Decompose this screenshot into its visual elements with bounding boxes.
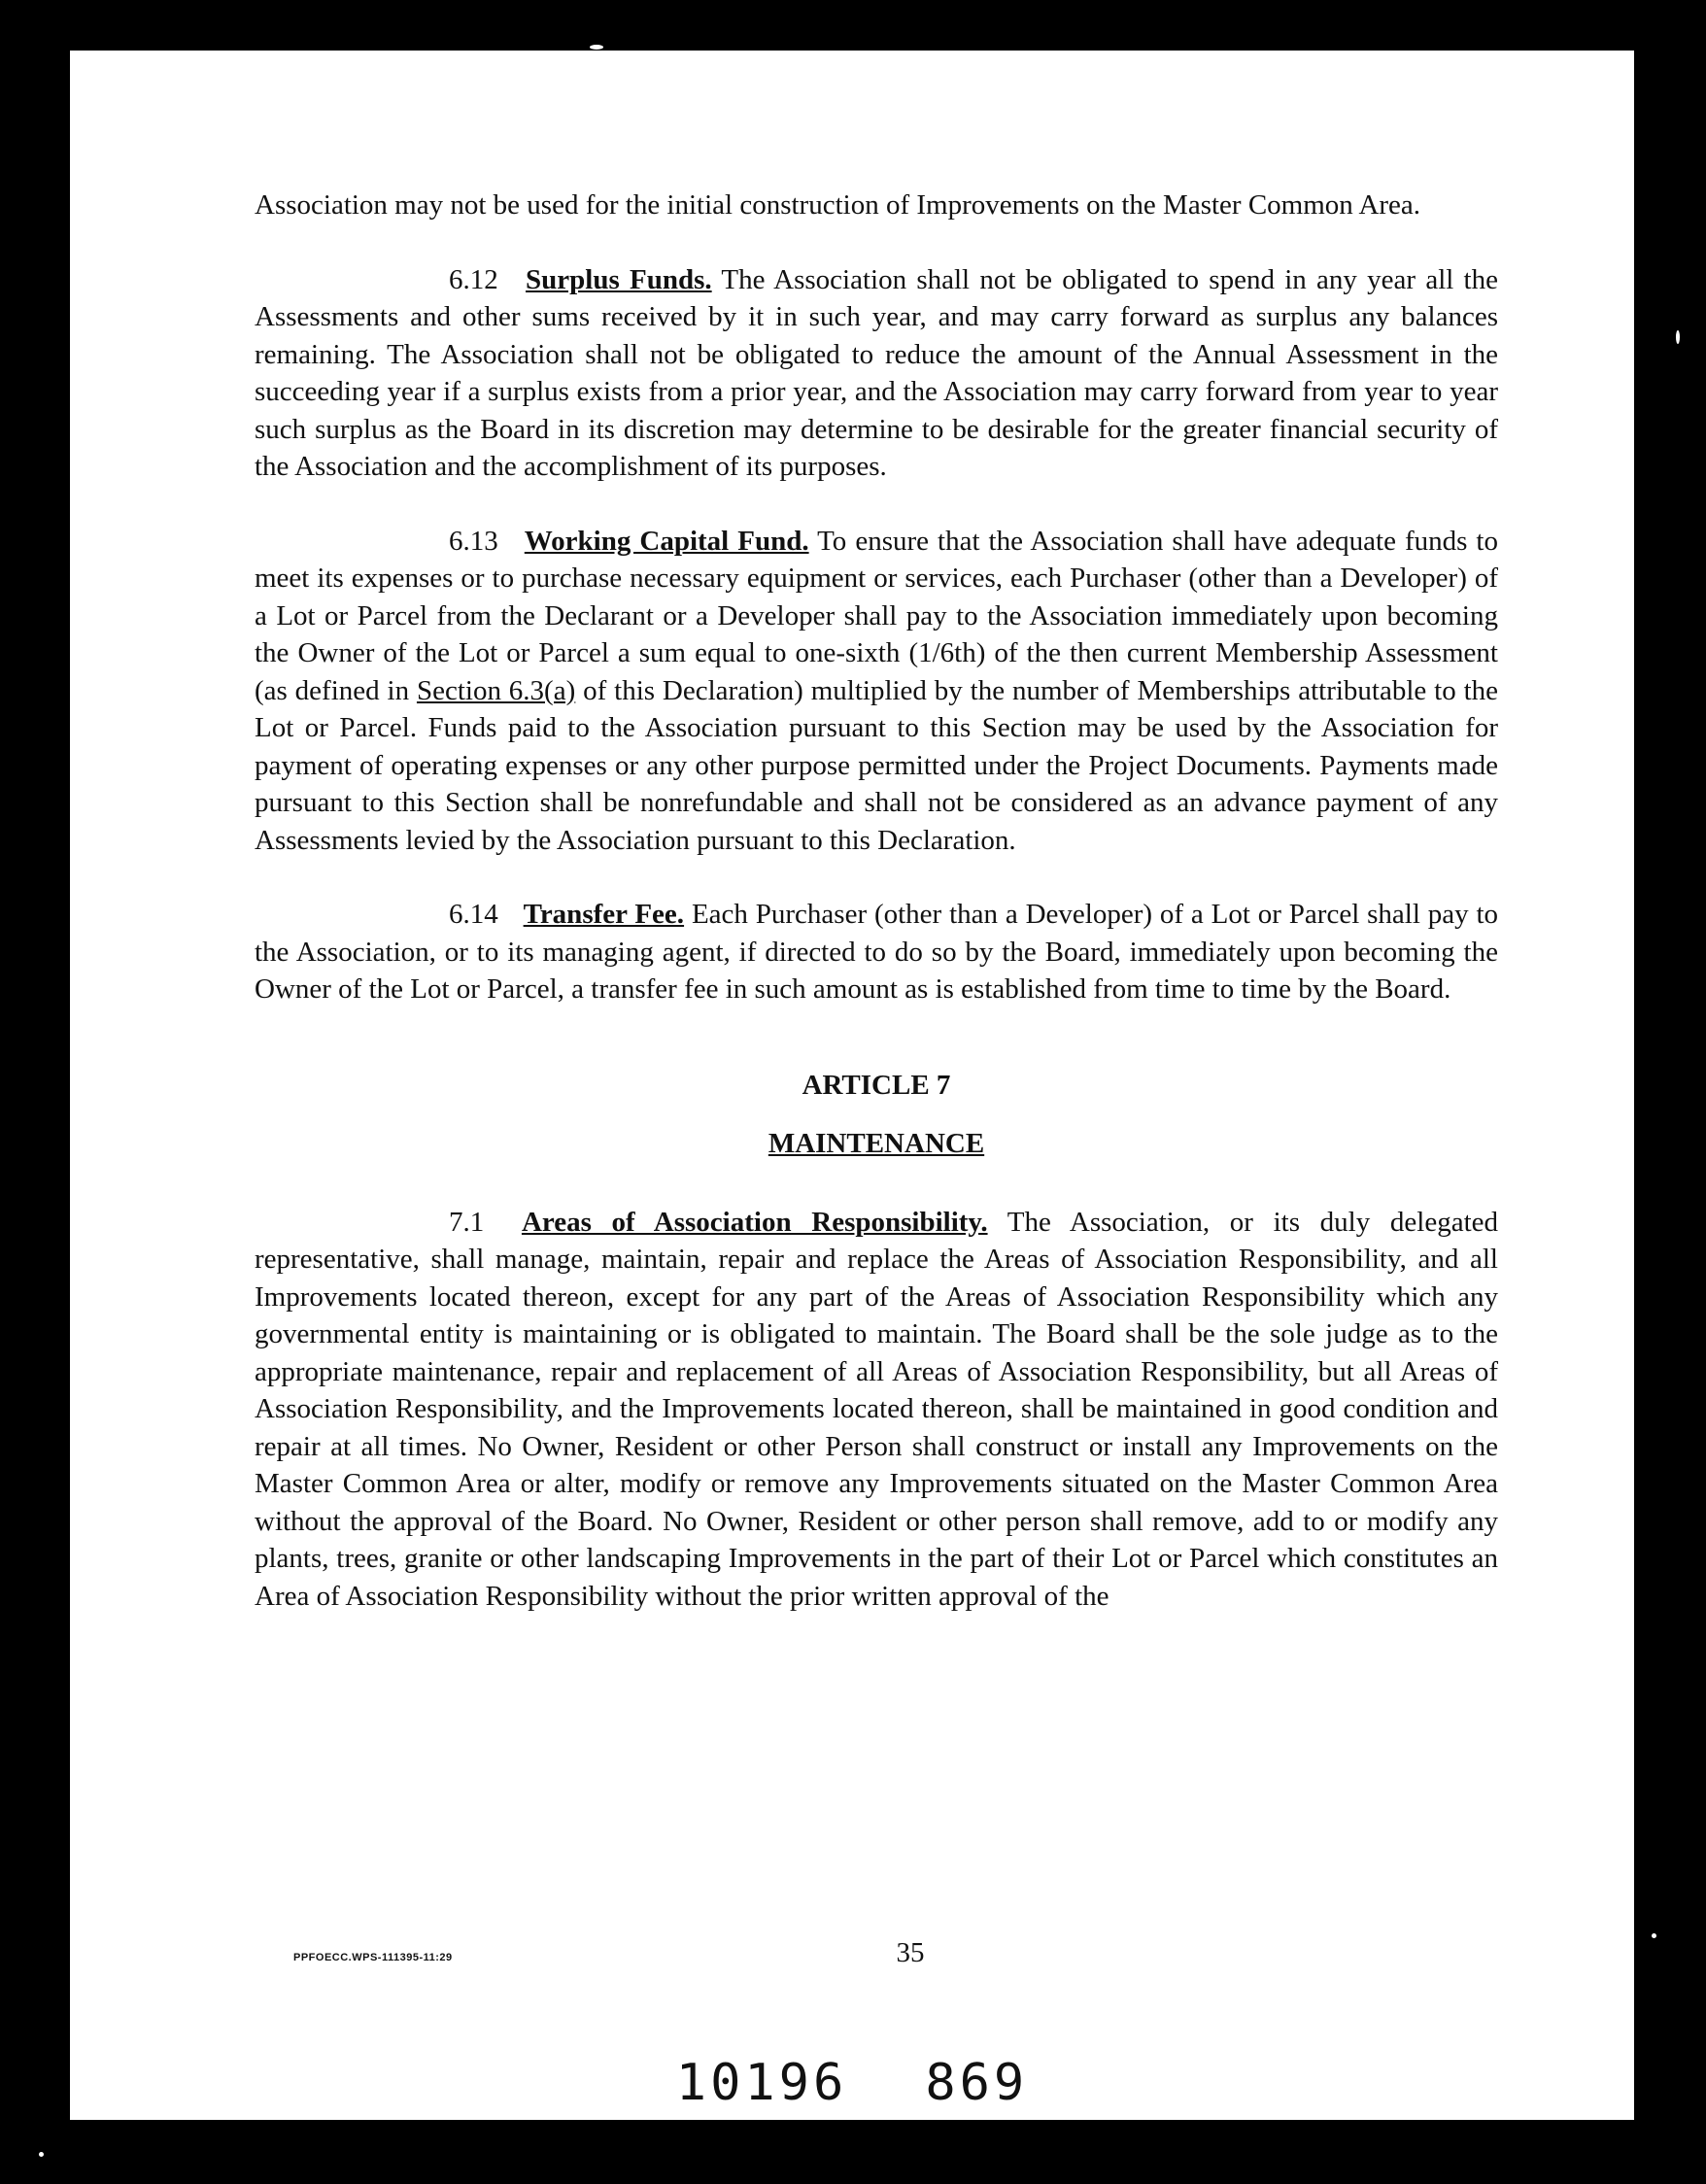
section-6-14 bbox=[255, 896, 1498, 1008]
section-7-1 bbox=[255, 1204, 1498, 1616]
section-title: Transfer Fee. bbox=[523, 899, 685, 930]
section-number: 7.1 bbox=[449, 1206, 485, 1238]
article-heading: ARTICLE 7 bbox=[802, 1069, 951, 1101]
document-body bbox=[255, 187, 1498, 1652]
section-6-12 bbox=[255, 261, 1498, 486]
footer-file-code: PPFOECC.WPS-111395-11:29 bbox=[293, 1952, 453, 1963]
section-number: 6.13 bbox=[449, 525, 498, 557]
continuation-paragraph: Association may not be used for the initial construction of Improvements on the Master Common Area. bbox=[255, 189, 1421, 221]
stamp-page-number: 869 bbox=[925, 2054, 1029, 2112]
scan-speck bbox=[1652, 1933, 1656, 1938]
section-text: To ensure that the Association shall have adequate funds to meet its expenses or to purchase necessary equipment or services, each Purchaser (other than a Developer) of a Lot or Parcel from the Declarant or a Developer shall pay to the Association immediately upon becoming the Owner of the Lot or Parcel a sum equal to one-sixth (1/6th) of the then current Membership Assessment (as defined in bbox=[255, 525, 1498, 706]
section-text: The Association shall not be obligated to spend in any year all the Assessments and other sums received by it in such year, and may carry forward as surplus any balances remaining. The Association shall not be obligated to reduce the amount of the Annual Assessment in the succeeding year if a surplus exists from a prior year, and the Association may carry forward from year to year such surplus as the Board in its discretion may determine to be desirable for the greater financial security of the Association and the accomplishment of its purposes. bbox=[255, 263, 1498, 482]
section-number: 6.14 bbox=[449, 899, 498, 930]
section-text: The Association, or its duly delegated representative, shall manage, maintain, repair and replace the Areas of Association Responsibility, and all Improvements located thereon, except for any part of the Areas of Association Responsibility which any governmental entity is maintaining or is obligated to maintain. The Board shall be the sole judge as to the appropriate maintenance, repair and replacement of all Areas of Association Responsibility, but all Areas of Association Responsibility, and the Improvements located thereon, shall be maintained in good condition and repair at all times. No Owner, Resident or other Person shall construct or install any Improvements on the Master Common Area or alter, modify or remove any Improvements situated on the Master Common Area without the approval of the Board. No Owner, Resident or other person shall remove, add to or modify any plants, trees, granite or other landscaping Improvements in the part of their Lot or Parcel which constitutes an Area of Association Responsibility without the prior written approval of the bbox=[255, 1206, 1498, 1612]
section-reference: Section 6.3(a) bbox=[416, 674, 576, 706]
section-text: Each Purchaser (other than a Developer) of a Lot or Parcel shall pay to the Association, or to its managing agent, if directed to do so by the Board, immediately upon becoming the Owner of the Lot or Parcel, a transfer fee in such amount as is established from time to time by the Board. bbox=[255, 899, 1499, 1005]
stamp-book-number: 10196 bbox=[675, 2054, 848, 2112]
article-title: MAINTENANCE bbox=[768, 1128, 985, 1159]
section-text: of this Declaration) multiplied by the number of Memberships attributable to the Lot or Parcel. Funds paid to the Association pursuant to this Section may be used by the Association for payment of operating expenses or any other purpose permitted under the Project Documents. Payments made pursuant to this Section shall be nonrefundable and shall not be considered as an advance payment of any Assessments levied by the Association pursuant to this Declaration. bbox=[255, 674, 1498, 856]
section-6-13 bbox=[255, 523, 1498, 860]
scan-speck bbox=[590, 45, 603, 50]
section-title: Surplus Funds. bbox=[526, 263, 712, 295]
section-title: Areas of Association Responsibility. bbox=[521, 1206, 988, 1238]
page-number: 35 bbox=[896, 1937, 925, 1968]
document-page bbox=[70, 51, 1634, 2120]
section-title: Working Capital Fund. bbox=[524, 525, 809, 557]
scan-speck bbox=[1676, 330, 1680, 344]
recording-stamp bbox=[70, 2054, 1634, 2112]
scan-speck bbox=[39, 2152, 44, 2157]
section-number: 6.12 bbox=[449, 263, 498, 295]
